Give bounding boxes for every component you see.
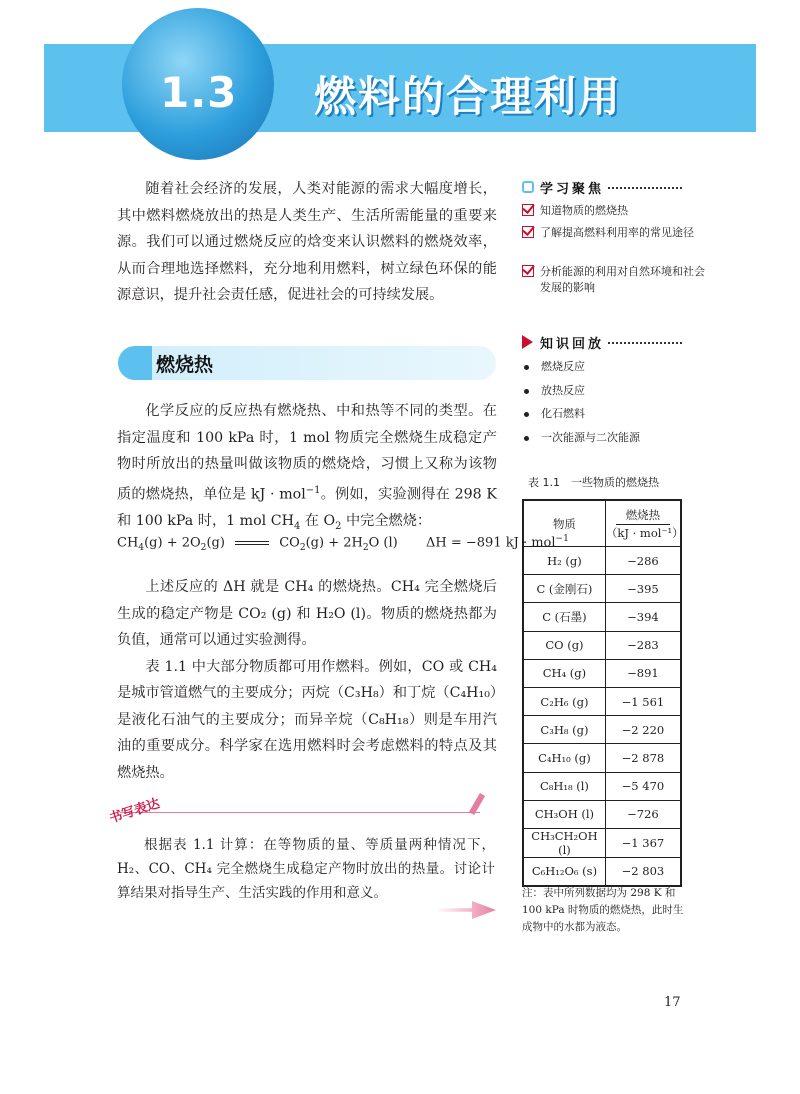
bullet-icon xyxy=(524,412,529,417)
writing-tag: 书写表达 xyxy=(107,796,162,827)
table-cell-heat: −1 367 xyxy=(605,828,681,857)
table-cell-heat: −394 xyxy=(605,603,681,631)
bullet-icon xyxy=(524,365,529,370)
eq-delta-h: ΔH = −891 kJ · mol xyxy=(426,535,556,551)
table-row xyxy=(523,828,681,857)
eq-rhs-3: O (l) xyxy=(368,535,398,551)
table-cell-substance: CO (g) xyxy=(523,631,605,659)
review-item-1-label: 燃烧反应 xyxy=(541,360,585,373)
table-row xyxy=(523,547,681,575)
table-note: 注：表中所列数据均为 298 K 和 100 kPa 时物质的燃烧热，此时生成物中的水都为液态。 xyxy=(522,887,684,933)
focus-item-2 xyxy=(522,225,710,241)
table-cell-heat: −726 xyxy=(605,800,681,828)
review-dots xyxy=(608,342,682,344)
table-cell-substance: C₄H₁₀ (g) xyxy=(523,744,605,772)
table-cell-heat: −2 220 xyxy=(605,716,681,744)
focus-item-3-label: 分析能源的利用对自然环境和社会发展的影响 xyxy=(540,265,705,294)
table-row xyxy=(523,772,681,800)
table-caption: 表 1.1 一些物质的燃烧热 xyxy=(528,476,659,489)
eq-rhs-2: (g) + 2H xyxy=(305,535,363,551)
review-item-4 xyxy=(524,429,640,445)
table-cell-heat: −283 xyxy=(605,631,681,659)
checkbox-icon xyxy=(522,204,534,216)
eq-sub-4: 4 xyxy=(138,542,145,553)
table-row xyxy=(523,800,681,828)
eq-lhs-2: (g) + 2O xyxy=(144,535,201,551)
table-cell-substance: C (金刚石) xyxy=(523,575,605,603)
page-number: 17 xyxy=(664,995,681,1010)
sub-2: 2 xyxy=(335,520,342,532)
table-cell-heat: −395 xyxy=(605,575,681,603)
checkbox-icon xyxy=(522,265,534,277)
body-text-1d: 中完全燃烧： xyxy=(341,512,432,529)
review-title: 知识回放 xyxy=(540,337,605,352)
table-row xyxy=(523,659,681,687)
checkbox-icon xyxy=(522,226,534,238)
chapter-title: 燃料的合理利用 xyxy=(314,72,623,121)
table-cell-substance: C₆H₁₂O₆ (s) xyxy=(523,857,605,886)
table-row xyxy=(523,857,681,886)
table-cell-substance: C₃H₈ (g) xyxy=(523,716,605,744)
table-cell-heat: −5 470 xyxy=(605,772,681,800)
eq-sub-2b: 2 xyxy=(299,542,306,553)
table-cell-heat: −1 561 xyxy=(605,687,681,715)
body-text-3: 表 1.1 中大部分物质都可用作燃料。例如，CO 或 CH₄ 是城市管道燃气的主要成分；丙烷（C₃H₈）和丁烷（C₄H₁₀）是液化石油气的主要成分；而异辛烷（C₈H₁₈）则是车用汽油的重要成分。科学家在选用燃料时会考虑燃料的特点及其燃烧热。 xyxy=(117,658,497,781)
table-row xyxy=(523,716,681,744)
table-cell-substance: CH₃OH (l) xyxy=(523,800,605,828)
review-item-3 xyxy=(524,405,585,421)
writing-prompt xyxy=(117,833,495,905)
focus-icon xyxy=(522,181,534,193)
table-header-heat-unit: （kJ · mol⁻¹） xyxy=(605,525,684,540)
review-item-1 xyxy=(524,358,585,374)
table-cell-heat: −2 878 xyxy=(605,744,681,772)
table-cell-substance: C (石墨) xyxy=(523,603,605,631)
body-text-2: 上述反应的 ΔH 就是 CH₄ 的燃烧热。CH₄ 完全燃烧后生成的稳定产物是 CO₂ (g) 和 H₂O (l)。物质的燃烧热都为负值，通常可以通过实验测得。 xyxy=(117,579,497,648)
table-header-row xyxy=(523,500,681,547)
table-cell-heat: −286 xyxy=(605,547,681,575)
bullet-icon xyxy=(524,389,529,394)
focus-dots xyxy=(608,187,682,189)
table-row xyxy=(523,631,681,659)
table-row xyxy=(523,744,681,772)
section-heading-cap xyxy=(118,346,152,380)
focus-title: 学习聚焦 xyxy=(540,182,605,197)
combustion-heat-table xyxy=(522,499,682,887)
combustion-equation xyxy=(117,534,569,553)
focus-item-1 xyxy=(522,203,710,219)
review-item-2-label: 放热反应 xyxy=(541,384,585,397)
body-text-1a: 化学反应的反应热有燃烧热、中和热等不同的类型。在指定温度和 100 kPa 时，1 mol 物质完全燃烧生成稳定产物时所放出的热量叫做该物质的燃烧焓，习惯上又称为该物质的燃烧热，单位是 kJ · mol xyxy=(117,403,497,503)
intro-paragraph xyxy=(117,176,497,309)
eq-lhs-1: CH xyxy=(117,535,139,551)
table-row xyxy=(523,575,681,603)
body-text-1c: 在 O xyxy=(300,512,336,529)
eq-rhs-1: CO xyxy=(279,535,300,551)
section-title: 燃烧热 xyxy=(156,354,214,376)
body-text-1b: 。例如，实验测得在 298 K 和 100 kPa 时，1 mol CH xyxy=(117,486,498,529)
table-header-heat-top: 燃烧热 xyxy=(616,507,670,525)
eq-lhs-3: (g) xyxy=(206,535,225,551)
table-row xyxy=(523,603,681,631)
writing-top-line xyxy=(120,812,480,813)
table-cell-substance: C₂H₆ (g) xyxy=(523,687,605,715)
play-triangle-icon xyxy=(522,335,533,349)
review-item-3-label: 化石燃料 xyxy=(541,407,585,420)
focus-item-1-label: 知道物质的燃烧热 xyxy=(540,204,628,217)
table-cell-heat: −2 803 xyxy=(605,857,681,886)
table-header-heat xyxy=(605,500,684,547)
review-item-2 xyxy=(524,382,585,398)
table-row xyxy=(523,687,681,715)
review-item-4-label: 一次能源与二次能源 xyxy=(541,431,640,444)
writing-prompt-text: 根据表 1.1 计算：在等物质的量、等质量两种情况下，H₂、CO、CH₄ 完全燃烧生成稳定产物时放出的热量。讨论计算结果对指导生产、生活实践的作用和意义。 xyxy=(117,837,495,901)
eq-sub-2a: 2 xyxy=(200,542,207,553)
focus-item-2-label: 了解提高燃料利用率的常见途径 xyxy=(540,226,694,239)
table-cell-substance: C₈H₁₈ (l) xyxy=(523,772,605,800)
focus-item-3 xyxy=(522,264,710,296)
sub-4: 4 xyxy=(293,520,301,532)
table-cell-substance: CH₄ (g) xyxy=(523,659,605,687)
body-paragraph-1 xyxy=(117,398,497,540)
eq-sup-neg1: −1 xyxy=(555,534,569,544)
body-paragraph-2 xyxy=(117,574,497,786)
intro-text: 随着社会经济的发展，人类对能源的需求大幅度增长，其中燃料燃烧放出的热是人类生产、生活所需能量的重要来源。我们可以通过燃烧反应的焓变来认识燃料的燃烧效率，从而合理地选择燃料，充分地利用燃料，树立绿色环保的能源意识，提升社会责任感，促进社会的可持续发展。 xyxy=(117,181,497,303)
table-cell-substance: CH₃CH₂OH (l) xyxy=(523,828,605,857)
chapter-number: 1.3 xyxy=(160,68,238,117)
eq-sub-2c: 2 xyxy=(362,542,369,553)
bullet-icon xyxy=(524,436,529,441)
eq-double-bar xyxy=(235,541,269,545)
sup-neg1: −1 xyxy=(305,484,321,496)
table-header-substance: 物质 xyxy=(523,500,605,547)
table-cell-substance: H₂ (g) xyxy=(523,547,605,575)
table-cell-heat: −891 xyxy=(605,659,681,687)
